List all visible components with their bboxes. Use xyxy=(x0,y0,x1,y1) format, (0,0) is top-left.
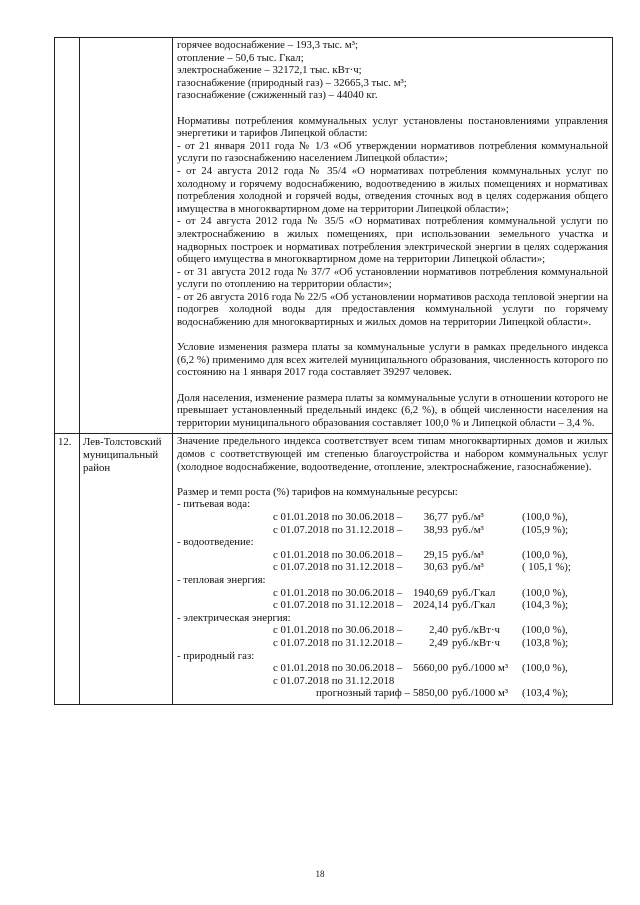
volume-line: электроснабжение – 32172,1 тыс. кВт·ч; xyxy=(177,64,362,77)
normative-item: - от 24 августа 2012 года № 35/4 «О нормативах потребления коммунальных услуг по холодному и горячему водоснабжению, водоотведению в жилых помещениях и нормативах потребления холодной и горячей воды, отведения сточных вод в целях содержания общего имущества в многоквартирном доме на территории Липецкой области»; xyxy=(177,164,608,215)
tariff-value: 1940,69 xyxy=(413,586,449,599)
tariff-value: 30,63 xyxy=(423,561,448,574)
tariff-rate: (100,0 %), xyxy=(522,548,568,561)
tariff-period: с 01.01.2018 по 30.06.2018 – xyxy=(273,624,403,637)
volume-line: горячее водоснабжение – 193,3 тыс. м³; xyxy=(177,39,358,51)
tariff-unit: руб./1000 м³ xyxy=(452,687,509,700)
tariff-unit: руб./м³ xyxy=(452,510,484,523)
tariff-group-title: - тепловая энергия: xyxy=(177,573,266,586)
tariff-value: 2,49 xyxy=(429,636,448,649)
table-row xyxy=(55,434,613,704)
tariff-group-title: - природный газ: xyxy=(177,649,255,662)
row-number-cell xyxy=(55,434,80,704)
tariff-row xyxy=(177,662,608,675)
tariff-period: с 01.01.2018 по 30.06.2018 – xyxy=(273,586,403,599)
tariff-value: 5850,00 xyxy=(413,687,449,700)
tariff-group-title: - электрическая энергия: xyxy=(177,611,291,624)
table-row xyxy=(55,38,613,434)
normative-item: - от 31 августа 2012 года № 37/7 «Об установлении нормативов потребления коммунальной услуги по отоплению на территории области»; xyxy=(177,265,608,291)
tariff-rate: (100,0 %), xyxy=(522,510,568,523)
tariff-row xyxy=(177,675,608,688)
tariff-period: с 01.01.2018 по 30.06.2018 – xyxy=(273,662,403,675)
volume-line: газоснабжение (природный газ) – 32665,3 тыс. м³; xyxy=(177,76,407,89)
tariff-rate: (104,3 %); xyxy=(522,599,569,612)
tariff-row xyxy=(177,561,608,574)
tariff-unit: руб./Гкал xyxy=(452,586,496,599)
tariff-period: с 01.01.2018 по 30.06.2018 – xyxy=(273,548,403,561)
normative-item: - от 26 августа 2016 года № 22/5 «Об установлении нормативов расхода тепловой энергии на подогрев холодной воды для предоставления коммунальной услуги по горячему водоснабжению для многоквартирных и жилых домов на территории Липецкой области». xyxy=(177,290,608,329)
tariff-group-title: - водоотведение: xyxy=(177,536,254,549)
tariff-period: с 01.01.2018 по 30.06.2018 – xyxy=(273,510,403,523)
municipality-name: Лев-Толстовский муниципальный район xyxy=(83,436,162,474)
index-intro: Значение предельного индекса соответствует всем типам многоквартирных домов и жилых домов с соответствующей им степенью благоустройства и набором коммунальных услуг (холодное водоснабжение, водоотведение, отопление, электроснабжение, газоснабжение). xyxy=(177,435,608,473)
volume-line: газоснабжение (сжиженный газ) – 44040 кг. xyxy=(177,89,378,102)
description-cell xyxy=(173,434,613,704)
row-number: 12. xyxy=(58,436,72,449)
tariff-unit: руб./м³ xyxy=(452,548,484,561)
tariff-unit: руб./м³ xyxy=(452,561,484,574)
tariff-rate: (100,0 %), xyxy=(522,624,568,637)
tariff-unit: руб./м³ xyxy=(452,523,484,536)
tariff-period: с 01.07.2018 по 31.12.2018 – xyxy=(273,599,403,612)
tariff-row xyxy=(177,637,608,650)
page-number: 18 xyxy=(315,869,325,879)
tariff-row xyxy=(177,624,608,637)
tariff-groups xyxy=(177,498,608,649)
tariff-period: с 01.07.2018 по 31.12.2018 – xyxy=(273,561,403,574)
tariff-period: с 01.07.2018 по 31.12.2018 xyxy=(273,674,395,687)
tariff-value: 2,40 xyxy=(429,624,448,637)
tariff-group-title: - питьевая вода: xyxy=(177,498,251,511)
normative-item: - от 24 августа 2012 года № 35/5 «О нормативах потребления коммунальной услуги по электроснабжению в жилых помещениях, при использовании земельного участка и надворных построек и нормативах потребления электрической энергии в целях содержания общего имущества в многоквартирном доме на территории Липецкой области»; xyxy=(177,215,608,266)
share-paragraph: Доля населения, изменение размера платы за коммунальные услуги в отношении которого не превышает установленный предельный индекс (6,2 %), в общей численности населения на территории муниципального образования составляет 100,0 % и Липецкой области – 3,4 %. xyxy=(177,391,608,429)
forecast-label: прогнозный тариф – xyxy=(316,687,410,700)
normatives-intro: Нормативы потребления коммунальных услуг установлены постановлениями управления энергетики и тарифов Липецкой области: xyxy=(177,114,608,140)
tariff-period: с 01.07.2018 по 31.12.2018 – xyxy=(273,636,403,649)
tariff-value: 36,77 xyxy=(423,510,448,523)
tariff-unit: руб./1000 м³ xyxy=(452,662,509,675)
tariff-rate: (103,4 %); xyxy=(522,687,569,700)
normative-item: - от 21 января 2011 года № 1/3 «Об утверждении нормативов потребления коммунальной услуги по газоснабжению населением Липецкой области»; xyxy=(177,139,608,165)
tariff-rate: (105,9 %); xyxy=(522,523,569,536)
municipality-cell xyxy=(80,38,173,434)
tariff-row xyxy=(177,599,608,612)
municipality-cell xyxy=(80,434,173,704)
tariff-row xyxy=(177,549,608,562)
tariffs-title: Размер и темп роста (%) тарифов на коммунальные ресурсы: xyxy=(177,485,458,498)
tariff-rate: (103,8 %); xyxy=(522,636,569,649)
row-number-cell xyxy=(55,38,80,434)
tariff-value: 38,93 xyxy=(423,523,448,536)
volume-line: отопление – 50,6 тыс. Гкал; xyxy=(177,51,304,64)
municipal-table xyxy=(54,37,613,705)
tariff-row xyxy=(177,687,608,700)
tariff-value: 5660,00 xyxy=(413,662,449,675)
tariff-rate: (100,0 %), xyxy=(522,586,568,599)
condition-paragraph: Условие изменения размера платы за коммунальные услуги в рамках предельного индекса (6,2 %) применимо для всех жителей муниципального образования, численность которого по состоянию на 1 января 2017 года составляет 39297 человек. xyxy=(177,341,608,379)
tariff-unit: руб./кВт·ч xyxy=(452,624,500,637)
tariff-row xyxy=(177,511,608,524)
tariff-row xyxy=(177,524,608,537)
tariff-unit: руб./Гкал xyxy=(452,599,496,612)
tariff-value: 29,15 xyxy=(423,548,448,561)
tariff-rate: ( 105,1 %); xyxy=(522,561,571,574)
tariff-unit: руб./кВт·ч xyxy=(452,636,500,649)
tariff-period: с 01.07.2018 по 31.12.2018 – xyxy=(273,523,403,536)
tariff-value: 2024,14 xyxy=(413,599,449,612)
tariff-rate: (100,0 %), xyxy=(522,662,568,675)
description-cell xyxy=(173,38,613,434)
tariff-row xyxy=(177,587,608,600)
